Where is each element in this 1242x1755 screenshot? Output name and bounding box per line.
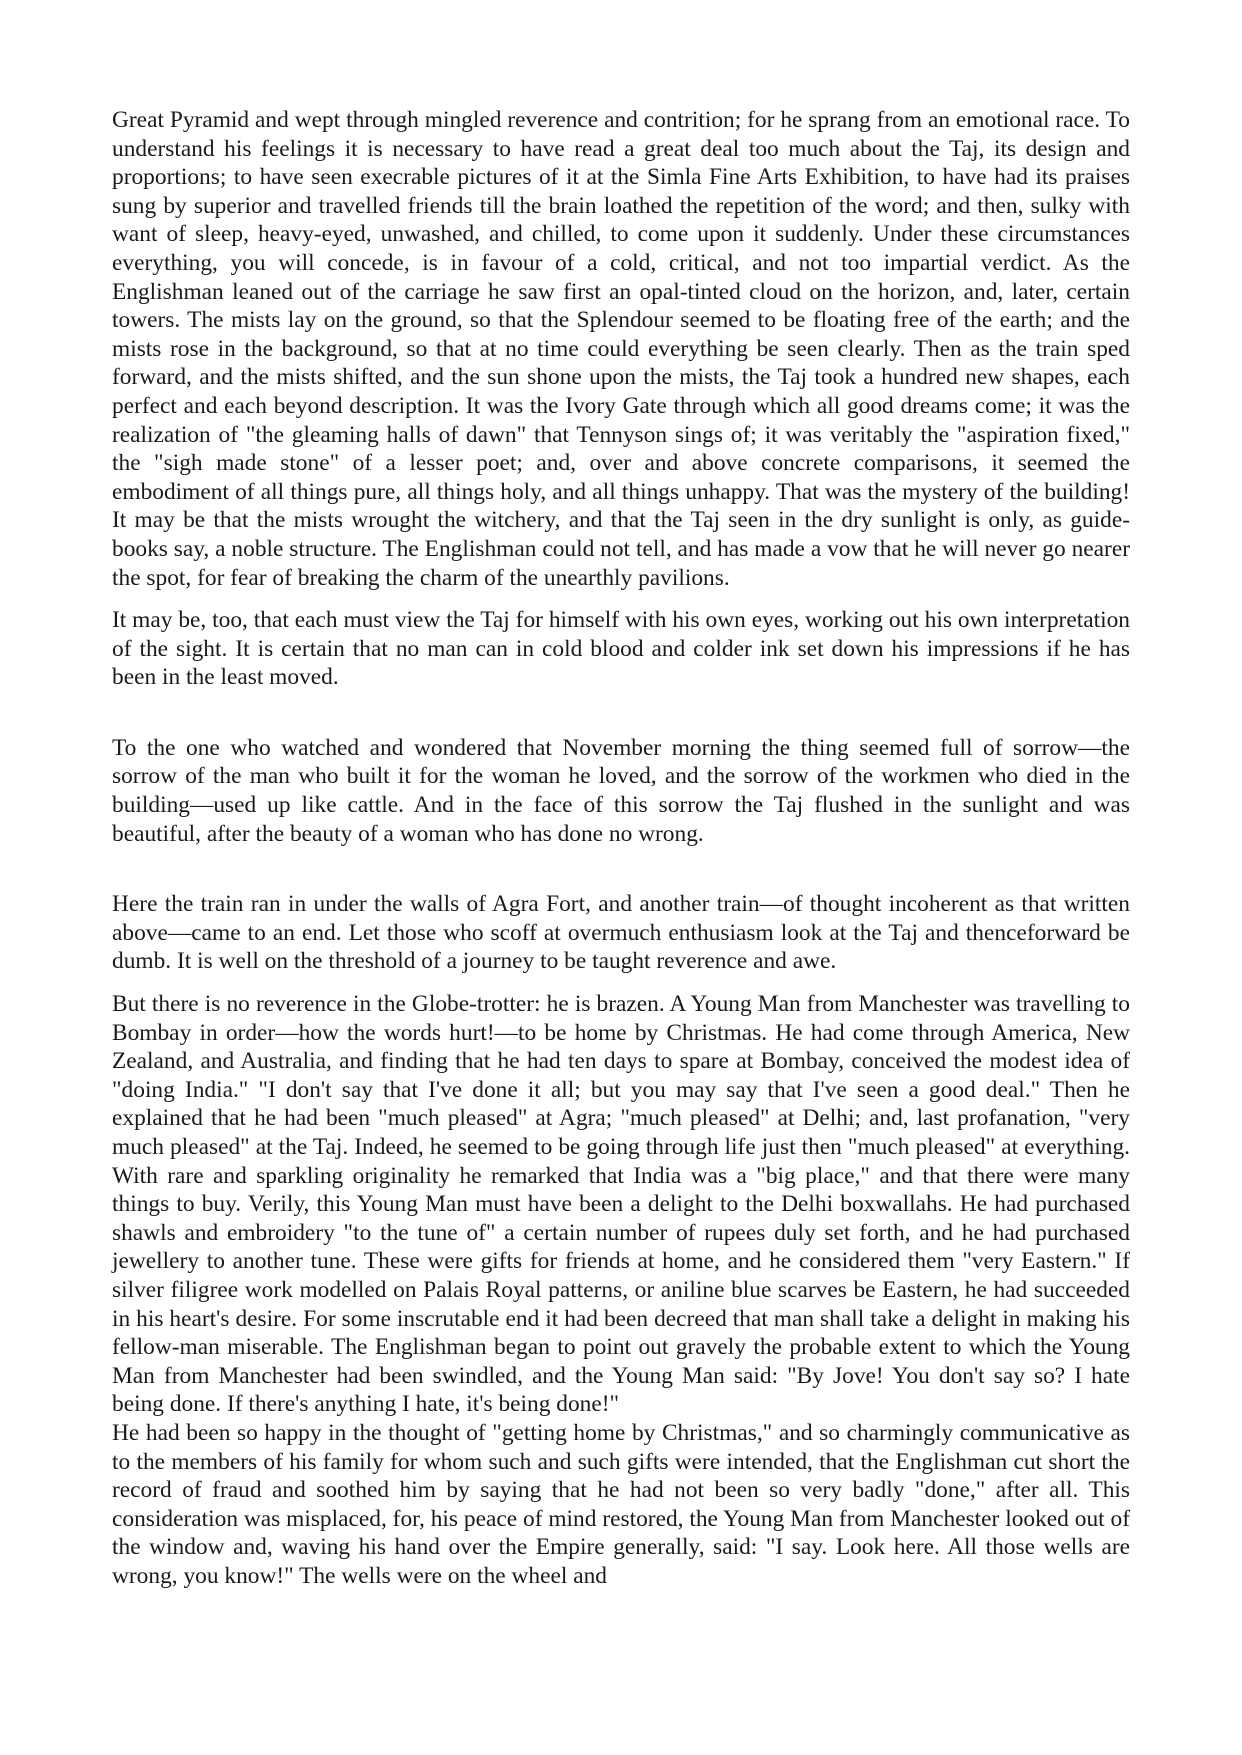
paragraph-view-for-himself: It may be, too, that each must view the Taj for himself with his own eyes, working out his own interpretation of the sight. It is certain that no man can in cold blood and colder ink set down his impressions if he has been in the least moved. bbox=[112, 607, 1130, 691]
paragraph-getting-home: He had been so happy in the thought of "getting home by Christmas," and so charmingly communicative as to the members of his family for whom such and such gifts were intended, that the Englishman cut short the record of fraud and soothed him by saying that he had not been so very badly "done," after all. This consideration was misplaced, for, his peace of mind restored, the Young Man from Manchester looked out of the window and, waving his hand over the Empire generally, said: "I say. Look here. All those wells are wrong, you know!" The wells were on the wheel and bbox=[112, 1419, 1130, 1589]
document-page bbox=[112, 106, 1130, 1591]
paragraph-sorrow: To the one who watched and wondered that November morning the thing seemed full of sorrow—the sorrow of the man who built it for the woman he loved, and the sorrow of the workmen who died in the building—used up like cattle. And in the face of this sorrow the Taj flushed in the sunlight and was beautiful, after the beauty of a woman who has done no wrong. bbox=[112, 734, 1130, 847]
paragraph-agra-fort: Here the train ran in under the walls of Agra Fort, and another train—of thought incoherent as that written above—came to an end. Let those who scoff at overmuch enthusiasm look at the Taj and thenceforward be dumb. It is well on the threshold of a journey to be taught reverence and awe. bbox=[112, 891, 1130, 975]
paragraph-taj-first-sight: Great Pyramid and wept through mingled reverence and contrition; for he sprang from an emotional race. To understand his feelings it is necessary to have read a great deal too much about the Taj, its design and proportions; to have seen execrable pictures of it at the Simla Fine Arts Exhibition, to have had its praises sung by superior and travelled friends till the brain loathed the repetition of the word; and then, sulky with want of sleep, heavy-eyed, unwashed, and chilled, to come upon it suddenly. Under these circumstances everything, you will concede, is in favour of a cold, critical, and not too impartial verdict. As the Englishman leaned out of the carriage he saw first an opal-tinted cloud on the horizon, and, later, certain towers. The mists lay on the ground, so that the Splendour seemed to be floating free of the earth; and the mists rose in the background, so that at no time could everything be seen clearly. Then as the train sped forward, and the mists shifted, and the sun shone upon the mists, the Taj took a hundred new shapes, each perfect and each beyond description. It was the Ivory Gate through which all good dreams come; it was the realization of "the gleaming halls of dawn" that Tennyson sings of; it was veritably the "aspiration fixed," the "sigh made stone" of a lesser poet; and, over and above concrete comparisons, it seemed the embodiment of all things pure, all things holy, and all things unhappy. That was the mystery of the building! It may be that the mists wrought the witchery, and that the Taj seen in the dry sunlight is only, as guide-books say, a noble structure. The Englishman could not tell, and has made a vow that he will never go nearer the spot, for fear of breaking the charm of the unearthly pavilions. bbox=[112, 107, 1130, 591]
paragraph-globe-trotter: But there is no reverence in the Globe-trotter: he is brazen. A Young Man from Manchester was travelling to Bombay in order—how the words hurt!—to be home by Christmas. He had come through America, New Zealand, and Australia, and finding that he had ten days to spare at Bombay, conceived the modest idea of "doing India." "I don't say that I've done it all; but you may say that I've seen a good deal." Then he explained that he had been "much pleased" at Agra; "much pleased" at Delhi; and, last profanation, "very much pleased" at the Taj. Indeed, he seemed to be going through life just then "much pleased" at everything. With rare and sparkling originality he remarked that India was a "big place," and that there were many things to buy. Verily, this Young Man must have been a delight to the Delhi boxwallahs. He had purchased shawls and embroidery "to the tune of" a certain number of rupees duly set forth, and he had purchased jewellery to another tune. These were gifts for friends at home, and he considered them "very Eastern." If silver filigree work modelled on Palais Royal patterns, or aniline blue scarves be Eastern, he had succeeded in his heart's desire. For some inscrutable end it had been decreed that man shall take a delight in making his fellow-man miserable. The Englishman began to point out gravely the probable extent to which the Young Man from Manchester had been swindled, and the Young Man said: "By Jove! You don't say so? I hate being done. If there's anything I hate, it's being done!" bbox=[112, 991, 1130, 1418]
